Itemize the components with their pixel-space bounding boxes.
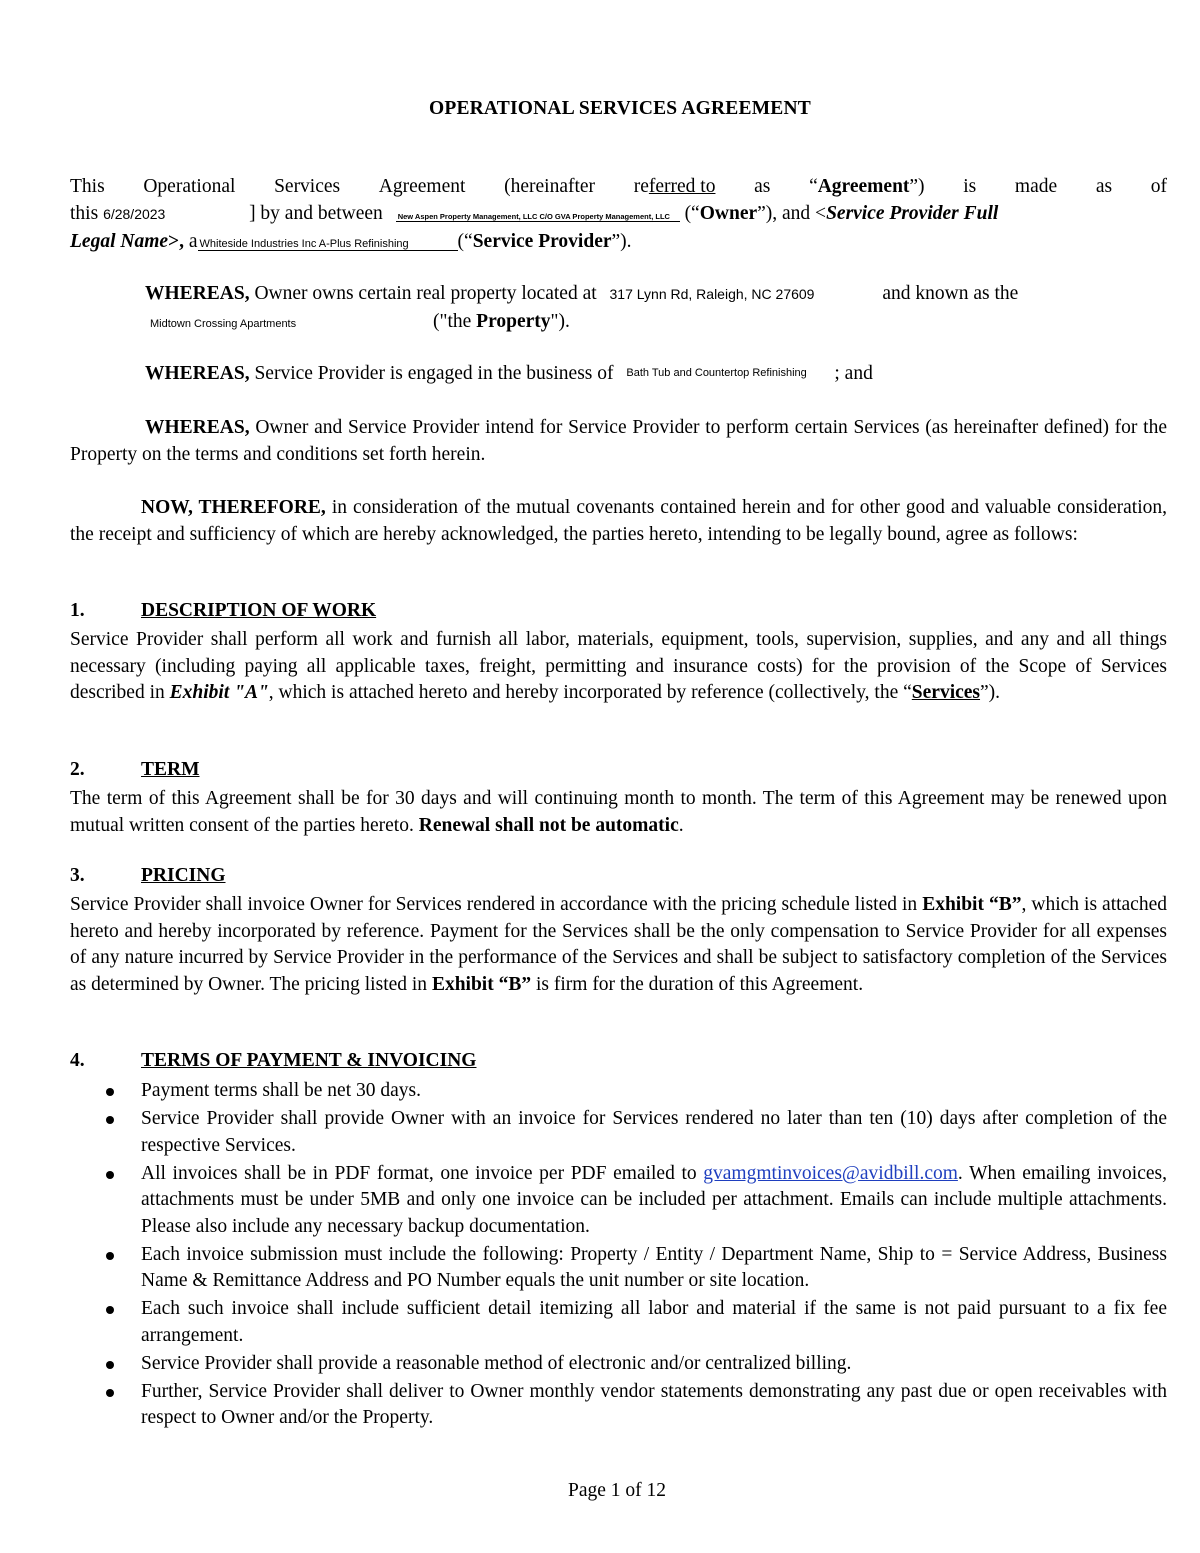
intro-line-2: this 6/28/2023 ] by and between New Aspen Property Management, LLC C/O GVA Property Management, LLC (“Owner”), and <Service Provider Full xyxy=(70,203,999,224)
list-item: Further, Service Provider shall deliver to Owner monthly vendor statements demonstrating any past due or open receivables with respect to Owner and/or the Property. xyxy=(70,1379,1167,1432)
list-item: Payment terms shall be net 30 days. xyxy=(70,1078,1167,1105)
section-4-heading: 4. TERMS OF PAYMENT & INVOICING xyxy=(70,1050,477,1071)
bullet-icon xyxy=(106,1171,114,1179)
service-provider-name-field[interactable]: Whiteside Industries Inc A-Plus Refinishing xyxy=(198,238,458,251)
intro-line-1: This Operational Services Agreement (hereinafter referred to as “Agreement”) is made as of xyxy=(70,176,1167,197)
section-1-heading: 1. DESCRIPTION OF WORK xyxy=(70,600,377,621)
list-item: Service Provider shall provide a reasonable method of electronic and/or centralized billing. xyxy=(70,1351,1167,1378)
business-type-field[interactable]: Bath Tub and Countertop Refinishing xyxy=(626,367,807,379)
whereas-2: WHEREAS, Service Provider is engaged in the business of Bath Tub and Countertop Refinishing ; and xyxy=(145,363,873,384)
agreement-date-field[interactable]: 6/28/2023 xyxy=(103,206,166,222)
list-item: Service Provider shall provide Owner with an invoice for Services rendered no later than ten (10) days after completion of the respective Services. xyxy=(70,1106,1167,1159)
section-3-heading: 3. PRICING xyxy=(70,865,226,886)
payment-terms-list xyxy=(70,1078,1167,1433)
document-title: OPERATIONAL SERVICES AGREEMENT xyxy=(428,98,812,119)
property-name-field[interactable]: Midtown Crossing Apartments xyxy=(150,318,297,330)
now-therefore-paragraph: NOW, THEREFORE, in consideration of the mutual covenants contained herein and for other good and valuable consideration, the receipt and sufficiency of which are hereby acknowledged, the parties hereto, intending to be legally bound, agree as follows: xyxy=(70,497,1168,545)
property-address-field[interactable]: 317 Lynn Rd, Raleigh, NC 27609 xyxy=(609,286,815,302)
bullet-icon xyxy=(106,1306,114,1314)
bullet-icon xyxy=(106,1389,114,1397)
owner-name-field[interactable]: New Aspen Property Management, LLC C/O GVA Property Management, LLC xyxy=(396,212,680,222)
invoice-email-link[interactable]: gvamgmtinvoices@avidbill.com xyxy=(703,1162,958,1184)
bullet-icon xyxy=(106,1252,114,1260)
section-3-body: Service Provider shall invoice Owner for Services rendered in accordance with the pricing schedule listed in Exhibit “B”, which is attached hereto and hereby incorporated by reference. Payment for the Services shall be the only compensation to Service Provider for all expenses of any nature incurred by Service Provider in the performance of the Services and shall be subject to satisfactory completion of the Services as determined by Owner. The pricing listed in Exhibit “B” is firm for the duration of this Agreement. xyxy=(70,894,1167,995)
section-2-heading: 2. TERM xyxy=(70,759,200,780)
list-item: All invoices shall be in PDF format, one invoice per PDF emailed to gvamgmtinvoices@avidbill.com. When emailing invoices, attachments must be under 5MB and only one invoice can be included per attachment. Emails can include multiple attachments. Please also include any necessary backup documentation. xyxy=(70,1161,1167,1241)
whereas-3: WHEREAS, Owner and Service Provider intend for Service Provider to perform certain Services (as hereinafter defined) for the Property on the terms and conditions set forth herein. xyxy=(70,417,1167,465)
bullet-icon xyxy=(106,1116,114,1124)
whereas-1-line-1: WHEREAS, Owner owns certain real property located at 317 Lynn Rd, Raleigh, NC 27609 and known as the xyxy=(145,283,1019,304)
section-1-body: Service Provider shall perform all work and furnish all labor, materials, equipment, tools, supervision, supplies, and any and all things necessary (including paying all applicable taxes, freight, permitting and insurance costs) for the provision of the Scope of Services described in Exhibit "A", which is attached hereto and hereby incorporated by reference (collectively, the “Services”). xyxy=(70,629,1167,703)
page-number: Page 1 of 12 xyxy=(567,1480,667,1501)
whereas-1-line-2: Midtown Crossing Apartments ("the Property"). xyxy=(70,311,570,333)
bullet-icon xyxy=(106,1088,114,1096)
section-2-body: The term of this Agreement shall be for 30 days and will continuing month to month. The term of this Agreement may be renewed upon mutual written consent of the parties hereto. Renewal shall not be automatic. xyxy=(70,788,1167,836)
intro-line-3: Legal Name>, a Whiteside Industries Inc A-Plus Refinishing (“Service Provider”). xyxy=(70,231,632,252)
list-item: Each invoice submission must include the following: Property / Entity / Department Name, Ship to = Service Address, Business Name & Remittance Address and PO Number equals the unit number or site location. xyxy=(70,1242,1167,1295)
bullet-icon xyxy=(106,1361,114,1369)
list-item: Each such invoice shall include sufficient detail itemizing all labor and material if the same is not paid pursuant to a fix fee arrangement. xyxy=(70,1296,1167,1349)
